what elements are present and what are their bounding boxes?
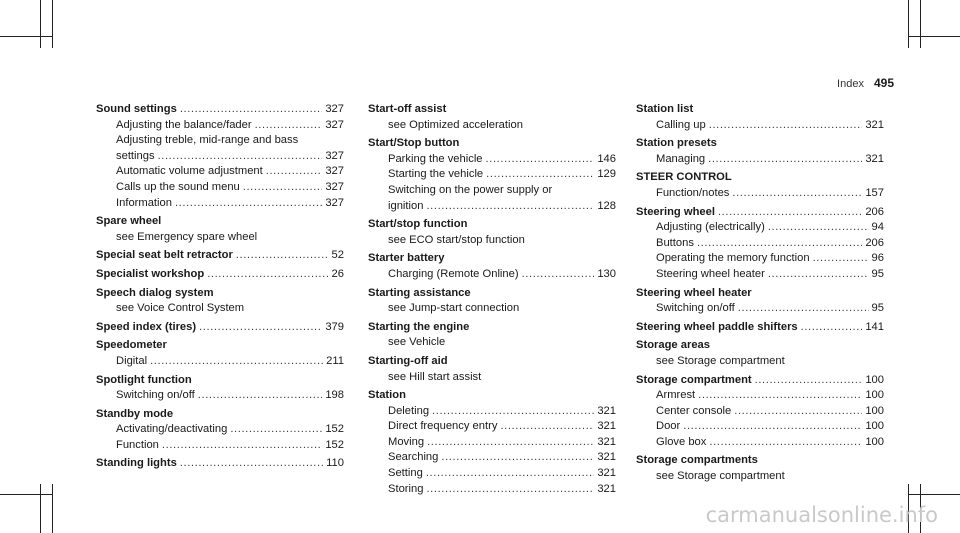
index-heading	[636, 373, 884, 389]
index-subentry	[96, 118, 344, 134]
index-heading	[636, 136, 884, 152]
index-heading	[96, 214, 344, 230]
page-reference: 100	[865, 373, 884, 386]
index-heading-label: Starter battery	[368, 252, 445, 265]
index-subentry-label: Center console	[656, 404, 732, 417]
index-entry	[636, 338, 884, 369]
index-subentry-label: see Emergency spare wheel	[116, 230, 258, 243]
index-subentry-label: see Optimized acceleration	[388, 118, 523, 131]
index-entry	[96, 373, 344, 404]
index-subentry-label: Storing	[388, 482, 424, 495]
index-entry	[636, 102, 884, 133]
index-subentry	[636, 419, 884, 435]
index-subentry-label: Deleting	[388, 404, 430, 417]
page-reference: 95	[871, 302, 884, 315]
index-heading	[636, 102, 884, 118]
index-heading	[636, 453, 884, 469]
dot-leader	[162, 438, 322, 454]
index-heading	[636, 286, 884, 302]
index-entry	[96, 407, 344, 454]
page-reference: 96	[871, 252, 884, 265]
dot-leader	[522, 267, 595, 283]
index-entry	[368, 388, 616, 497]
index-heading	[96, 407, 344, 423]
index-subentry	[368, 435, 616, 451]
index-subentry-label: Function/notes	[656, 186, 730, 199]
index-subentry-label: Adjusting the balance/fader	[116, 118, 252, 131]
index-subentry-label: Door	[656, 420, 681, 433]
page-reference: 321	[865, 152, 884, 165]
index-subentry-continued	[368, 199, 616, 215]
page-reference: 327	[325, 180, 344, 193]
index-heading	[96, 267, 344, 283]
index-subentry-label: Activating/deactivating	[116, 423, 228, 436]
index-entry	[636, 170, 884, 201]
index-subentry	[96, 196, 344, 212]
page-reference: 321	[865, 118, 884, 131]
index-subentry-label: Switching on/off	[116, 389, 195, 402]
index-heading	[636, 170, 884, 186]
index-heading	[96, 456, 344, 472]
index-heading	[96, 102, 344, 118]
page-reference: 110	[326, 457, 344, 470]
dot-leader	[683, 419, 862, 435]
index-heading	[96, 286, 344, 302]
index-subentry	[368, 118, 616, 134]
index-subentry	[636, 267, 884, 283]
dot-leader	[500, 419, 594, 435]
page-reference: 198	[325, 389, 344, 402]
index-subentry-label: Searching	[388, 451, 439, 464]
index-subentry	[636, 469, 884, 485]
index-subentry-continued-label: ignition	[388, 199, 424, 212]
dot-leader	[738, 301, 869, 317]
page-reference: 327	[325, 103, 344, 115]
index-heading	[368, 102, 616, 118]
crop-mark	[0, 36, 52, 37]
index-entry	[96, 286, 344, 317]
dot-leader	[708, 152, 862, 168]
index-subentry-label: Parking the vehicle	[388, 152, 483, 165]
index-heading-label: Spare wheel	[96, 215, 162, 228]
index-subentry-label: see Voice Control System	[116, 302, 245, 315]
dot-leader	[207, 267, 328, 283]
index-subentry	[636, 301, 884, 317]
page-number: 495	[873, 76, 894, 90]
index-subentry	[636, 118, 884, 134]
dot-leader	[243, 180, 323, 196]
index-entry	[636, 453, 884, 484]
dot-leader	[755, 373, 863, 389]
crop-mark	[908, 494, 960, 495]
index-subentry-label: see Vehicle	[388, 336, 446, 349]
index-subentry	[368, 466, 616, 482]
dot-leader	[175, 196, 322, 212]
index-subentry	[96, 164, 344, 180]
index-subentry-label: Adjusting (electrically)	[656, 221, 765, 234]
index-subentry-label: see Storage compartment	[656, 470, 785, 483]
index-heading-label: Starting the engine	[368, 320, 470, 333]
index-column-1	[96, 102, 344, 475]
index-subentry-label: Automatic volume adjustment	[116, 165, 263, 178]
index-subentry	[368, 404, 616, 420]
page-reference: 327	[325, 165, 344, 178]
page-reference: 206	[865, 236, 884, 249]
index-subentry-label: Managing	[656, 152, 706, 165]
index-subentry	[96, 301, 344, 317]
dot-leader	[768, 267, 869, 283]
index-subentry-label: Operating the memory function	[656, 252, 810, 265]
dot-leader	[236, 248, 329, 264]
dot-leader	[734, 404, 862, 420]
index-subentry-label: Buttons	[656, 236, 694, 249]
index-heading-label: Station presets	[636, 137, 717, 150]
page-reference: 327	[325, 196, 344, 209]
watermark-text: carmanualsonline.info	[705, 503, 938, 527]
page-reference: 211	[326, 354, 344, 367]
dot-leader	[426, 482, 594, 498]
page-reference: 128	[597, 199, 616, 212]
page-header	[837, 76, 894, 90]
index-heading-label: Speed index (tires)	[96, 320, 197, 333]
page-reference: 321	[597, 435, 616, 448]
index-subentry	[368, 482, 616, 498]
index-subentry	[96, 133, 344, 149]
page-reference: 26	[331, 267, 344, 280]
dot-leader	[697, 236, 862, 252]
index-heading	[96, 320, 344, 336]
index-heading-label: Standby mode	[96, 407, 174, 420]
page-reference: 95	[871, 267, 884, 280]
dot-leader	[180, 456, 323, 472]
index-subentry	[96, 388, 344, 404]
page-reference: 146	[597, 152, 616, 165]
dot-leader	[158, 149, 323, 165]
index-subentry	[636, 435, 884, 451]
index-entry	[96, 248, 344, 264]
index-entry	[368, 102, 616, 133]
index-heading	[368, 286, 616, 302]
dot-leader	[709, 435, 862, 451]
index-subentry-label: Switching on/off	[656, 302, 735, 315]
index-heading-label: STEER CONTROL	[636, 171, 732, 184]
index-heading-label: Start/Stop button	[368, 137, 460, 150]
page-reference: 52	[331, 249, 344, 262]
index-subentry-label: Function	[116, 438, 159, 451]
dot-leader	[698, 388, 862, 404]
page-reference: 94	[871, 221, 884, 234]
index-heading-label: Steering wheel heater	[636, 286, 752, 299]
index-entry	[368, 286, 616, 317]
index-subentry	[636, 354, 884, 370]
page-reference: 321	[597, 420, 616, 433]
index-heading-label: Station	[368, 389, 406, 402]
index-subentry	[636, 236, 884, 252]
dot-leader	[180, 102, 323, 118]
index-subentry	[96, 180, 344, 196]
index-heading-label: Steering wheel	[636, 205, 715, 218]
index-heading	[96, 248, 344, 264]
index-heading-label: Start-off assist	[368, 103, 447, 115]
dot-leader	[813, 251, 869, 267]
index-heading-label: Storage compartments	[636, 454, 758, 467]
index-entry	[368, 320, 616, 351]
index-subentry	[368, 419, 616, 435]
index-subentry	[96, 230, 344, 246]
dot-leader	[230, 422, 322, 438]
dot-leader	[198, 388, 323, 404]
crop-mark	[52, 0, 53, 48]
index-heading-label: Storage compartment	[636, 373, 752, 386]
page-reference: 321	[597, 404, 616, 417]
index-subentry-label: see ECO start/stop function	[388, 233, 525, 246]
index-subentry-continued-label: settings	[116, 149, 155, 162]
index-subentry	[636, 186, 884, 202]
dot-leader	[150, 354, 323, 370]
index-subentry-label: Armrest	[656, 389, 696, 402]
index-entry	[96, 267, 344, 283]
index-entry	[368, 251, 616, 282]
page-reference: 206	[865, 205, 884, 218]
dot-leader	[426, 466, 594, 482]
index-heading-label: Starting assistance	[368, 286, 471, 299]
dot-leader	[266, 164, 323, 180]
index-heading-label: Speech dialog system	[96, 286, 214, 299]
index-subentry-label: Calls up the sound menu	[116, 180, 240, 193]
crop-mark	[920, 0, 921, 48]
index-subentry-label: Moving	[388, 435, 425, 448]
crop-mark	[40, 484, 41, 533]
index-heading-label: Speedometer	[96, 339, 167, 352]
index-subentry	[96, 354, 344, 370]
index-subentry	[368, 152, 616, 168]
dot-leader	[801, 320, 863, 336]
page-reference: 152	[325, 423, 344, 436]
page-reference: 321	[597, 482, 616, 495]
index-subentry-label: Steering wheel heater	[656, 267, 765, 280]
index-column-3	[636, 102, 884, 488]
index-heading	[636, 320, 884, 336]
index-subentry	[96, 422, 344, 438]
index-subentry-continued	[96, 149, 344, 165]
dot-leader	[441, 450, 594, 466]
page-reference: 327	[325, 149, 344, 162]
index-entry	[636, 205, 884, 283]
index-entry	[368, 136, 616, 214]
dot-leader	[432, 404, 594, 420]
index-heading-label: Special seat belt retractor	[96, 249, 233, 262]
crop-mark	[908, 0, 909, 48]
page-reference: 100	[865, 435, 884, 448]
index-entry	[636, 373, 884, 451]
index-entry	[96, 102, 344, 211]
index-subentry-label: Direct frequency entry	[388, 420, 498, 433]
index-entry	[96, 338, 344, 369]
index-subentry	[636, 220, 884, 236]
index-subentry	[368, 301, 616, 317]
index-entry	[96, 320, 344, 336]
index-entry	[636, 286, 884, 317]
dot-leader	[486, 152, 595, 168]
page-reference: 100	[865, 389, 884, 402]
page-reference: 130	[597, 267, 616, 280]
page-reference: 100	[865, 404, 884, 417]
index-subentry	[368, 450, 616, 466]
index-heading	[636, 205, 884, 221]
page-reference: 327	[325, 118, 344, 131]
index-subentry	[636, 404, 884, 420]
index-heading	[368, 136, 616, 152]
dot-leader	[709, 118, 863, 134]
crop-mark	[0, 494, 52, 495]
page-reference: 100	[865, 420, 884, 433]
page-reference: 321	[597, 451, 616, 464]
dot-leader	[199, 320, 322, 336]
index-subentry-label: see Storage compartment	[656, 354, 785, 367]
index-subentry	[368, 233, 616, 249]
dot-leader	[426, 199, 594, 215]
dot-leader	[427, 435, 594, 451]
index-heading-label: Storage areas	[636, 339, 711, 352]
index-heading	[368, 217, 616, 233]
index-heading-label: Station list	[636, 103, 694, 115]
index-subentry-label: Charging (Remote Online)	[388, 267, 519, 280]
index-heading	[368, 388, 616, 404]
page-reference: 152	[325, 438, 344, 451]
index-subentry-label: Starting the vehicle	[388, 168, 484, 181]
index-heading	[368, 320, 616, 336]
index-heading-label: Specialist workshop	[96, 267, 205, 280]
index-heading-label: Standing lights	[96, 457, 177, 470]
index-subentry	[368, 267, 616, 283]
dot-leader	[768, 220, 869, 236]
index-entry	[636, 136, 884, 167]
page-reference: 379	[325, 320, 344, 333]
index-subentry	[636, 251, 884, 267]
page-reference: 129	[597, 168, 616, 181]
crop-mark	[52, 484, 53, 533]
page-reference: 157	[865, 186, 884, 199]
section-title: Index	[837, 78, 864, 90]
index-subentry-label: Calling up	[656, 118, 706, 131]
index-heading	[368, 354, 616, 370]
index-entry	[96, 214, 344, 245]
index-heading-label: Steering wheel paddle shifters	[636, 320, 798, 333]
index-heading	[368, 251, 616, 267]
index-subentry-label: Information	[116, 196, 172, 209]
index-subentry	[368, 183, 616, 199]
dot-leader	[732, 186, 862, 202]
index-column-2	[368, 102, 616, 500]
index-subentry-label: Glove box	[656, 435, 707, 448]
index-heading-label: Start/stop function	[368, 218, 468, 231]
index-heading-label: Sound settings	[96, 103, 177, 115]
index-subentry-label: Setting	[388, 467, 423, 480]
index-subentry-label: see Hill start assist	[388, 370, 482, 383]
index-subentry-label: Digital	[116, 354, 148, 367]
dot-leader	[486, 167, 594, 183]
index-subentry-label: Adjusting treble, mid-range and bass	[116, 134, 299, 147]
index-subentry	[636, 152, 884, 168]
index-subentry	[636, 388, 884, 404]
page-reference: 141	[865, 320, 884, 333]
index-entry	[368, 354, 616, 385]
index-entry	[96, 456, 344, 472]
index-subentry	[368, 335, 616, 351]
dot-leader	[255, 118, 323, 134]
index-entry	[368, 217, 616, 248]
index-heading-label: Spotlight function	[96, 373, 192, 386]
dot-leader	[718, 205, 862, 221]
index-heading	[96, 373, 344, 389]
crop-mark	[40, 0, 41, 48]
index-heading	[636, 338, 884, 354]
index-subentry	[96, 438, 344, 454]
index-entry	[636, 320, 884, 336]
page-reference: 321	[597, 467, 616, 480]
index-heading	[96, 338, 344, 354]
index-subentry	[368, 167, 616, 183]
index-subentry-label: see Jump-start connection	[388, 302, 520, 315]
index-subentry	[368, 370, 616, 386]
index-heading-label: Starting-off aid	[368, 354, 448, 367]
crop-mark	[908, 36, 960, 37]
index-subentry-label: Switching on the power supply or	[388, 183, 553, 196]
